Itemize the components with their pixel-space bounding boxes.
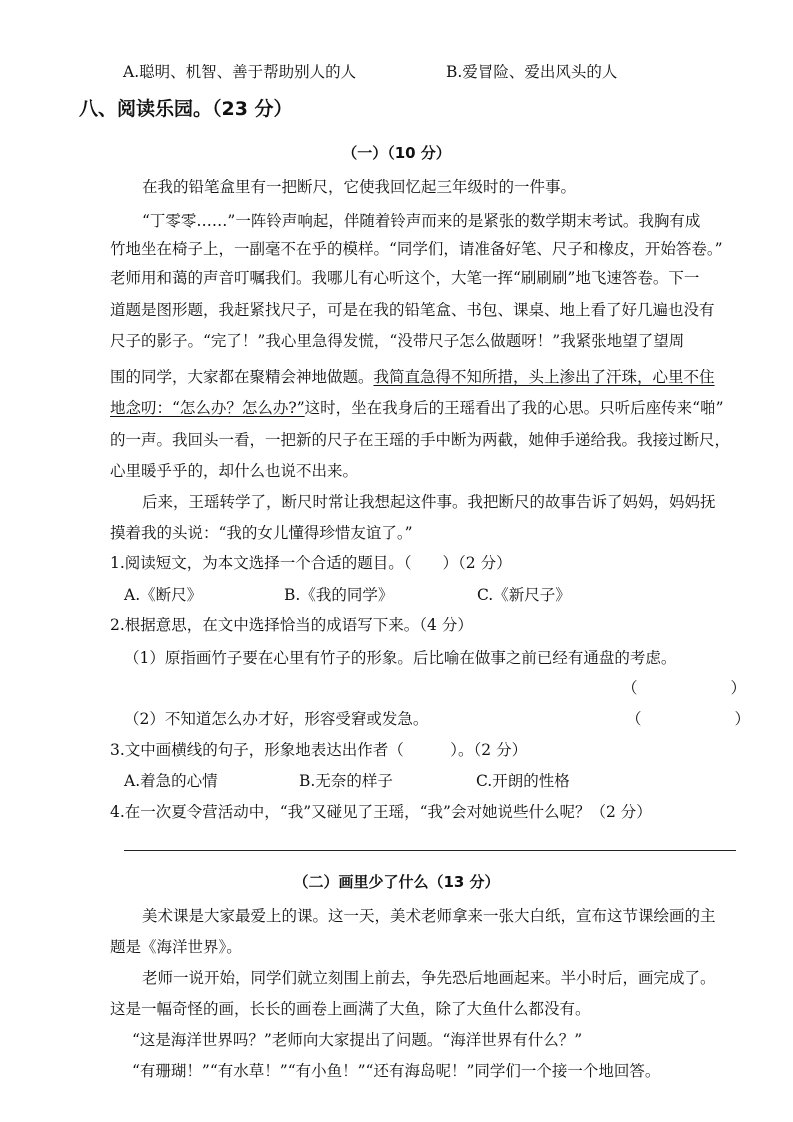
part2-para3: “这是海洋世界吗？”老师向大家提出了问题。“海洋世界有什么？” (132, 1031, 583, 1049)
text-normal: 围的同学，大家都在聚精会神地做题。 (110, 368, 374, 386)
question-4: 4.在一次夏令营活动中，“我”又碰见了王瑶，“我”会对她说些什么呢？（2 分） (110, 803, 652, 821)
part1-title: （一）（10 分） (342, 144, 451, 162)
part2-para1-line: 题是《海洋世界》。 (110, 938, 242, 956)
answer-blank: （ ） (626, 710, 751, 728)
option-a: A.聪明、机智、善于帮助别人的人 (123, 63, 357, 81)
part1-para2-line: 的一声。我回头一看，一把新的尺子在王瑶的手中断为两截，她伸手递给我。我接过断尺， (110, 431, 731, 449)
answer-line (124, 850, 736, 851)
part1-para2-line: “丁零零……”一阵铃声响起，伴随着铃声而来的是紧张的数学期末考试。我胸有成 (142, 212, 701, 230)
part1-para2-line: 心里暖乎乎的，却什么也说不出来。 (110, 462, 359, 480)
underlined-sentence: 地念叨：“怎么办？怎么办?” (110, 399, 305, 417)
option-b: B.爱冒险、爱出风头的人 (446, 63, 618, 81)
question-1: 1.阅读短文，为本文选择一个合适的题目。（ ）（2 分） (110, 554, 512, 572)
part1-para3-line: 摸着我的头说：“我的女儿懂得珍惜友谊了。” (110, 524, 413, 542)
q1-option-b: B.《我的同学》 (284, 586, 394, 604)
question-2: 2.根据意思，在文中选择恰当的成语写下来。（4 分） (110, 616, 473, 634)
q1-option-a: A.《断尺》 (124, 586, 203, 604)
question-2-2: （2）不知道怎么办才好，形容受窘或发急。 (124, 710, 429, 728)
part2-para1-line: 美术课是大家最爱上的课。这一天，美术老师拿来一张大白纸，宣布这节课绘画的主 (142, 907, 716, 925)
question-2-1: （1）原指画竹子要在心里有竹子的形象。后比喻在做事之前已经有通盘的考虑。 (124, 649, 677, 667)
question-3: 3.文中画横线的句子，形象地表达出作者（ ）。（2 分） (110, 741, 528, 759)
q3-option-a: A.着急的心情 (124, 772, 218, 790)
answer-blank: （ ） (622, 679, 747, 697)
q1-option-c: C.《新尺子》 (477, 586, 571, 604)
part1-para2-line: 竹地坐在椅子上，一副毫不在乎的模样。“同学们，请准备好笔、尺子和橡皮，开始答卷。” (110, 240, 723, 258)
q3-option-c: C.开朗的性格 (476, 772, 570, 790)
q3-option-b: B.无奈的样子 (299, 772, 393, 790)
part1-para2-line: 尺子的影子。“完了！”我心里急得发慌，“没带尺子怎么做题呀！”我紧张地望了望周 (110, 332, 685, 350)
part1-para2-line: 老师用和蔼的声音叮嘱我们。我哪儿有心听这个，大笔一挥“刷刷刷”地飞速答卷。下一 (110, 269, 700, 287)
part2-title: （二）画里少了什么（13 分） (293, 873, 500, 891)
section-title: 八、阅读乐园。（23 分） (79, 98, 293, 120)
part1-para2-line (110, 367, 715, 387)
part1-para2-line (110, 398, 724, 418)
part2-para2-line: 这是一幅奇怪的画，长长的画卷上画满了大鱼，除了大鱼什么都没有。 (110, 1000, 591, 1018)
text-normal: 这时，坐在我身后的王瑶看出了我的心思。只听后座传来“啪” (304, 399, 724, 417)
part2-para4: “有珊瑚！”“有水草！”“有小鱼！”“还有海岛呢！”同学们一个接一个地回答。 (132, 1062, 661, 1080)
part1-para3-line: 后来，王瑶转学了，断尺时常让我想起这件事。我把断尺的故事告诉了妈妈，妈妈抚 (142, 493, 716, 511)
underlined-sentence: 我简直急得不知所措，头上渗出了汗珠，心里不住 (373, 368, 715, 386)
part1-para1: 在我的铅笔盒里有一把断尺，它使我回忆起三年级时的一件事。 (142, 178, 577, 196)
part2-para2-line: 老师一说开始，同学们就立刻围上前去，争先恐后地画起来。半小时后，画完成了。 (142, 969, 716, 987)
part1-para2-line: 道题是图形题，我赶紧找尺子，可是在我的铅笔盒、书包、课桌、地上看了好几遍也没有 (110, 301, 715, 319)
